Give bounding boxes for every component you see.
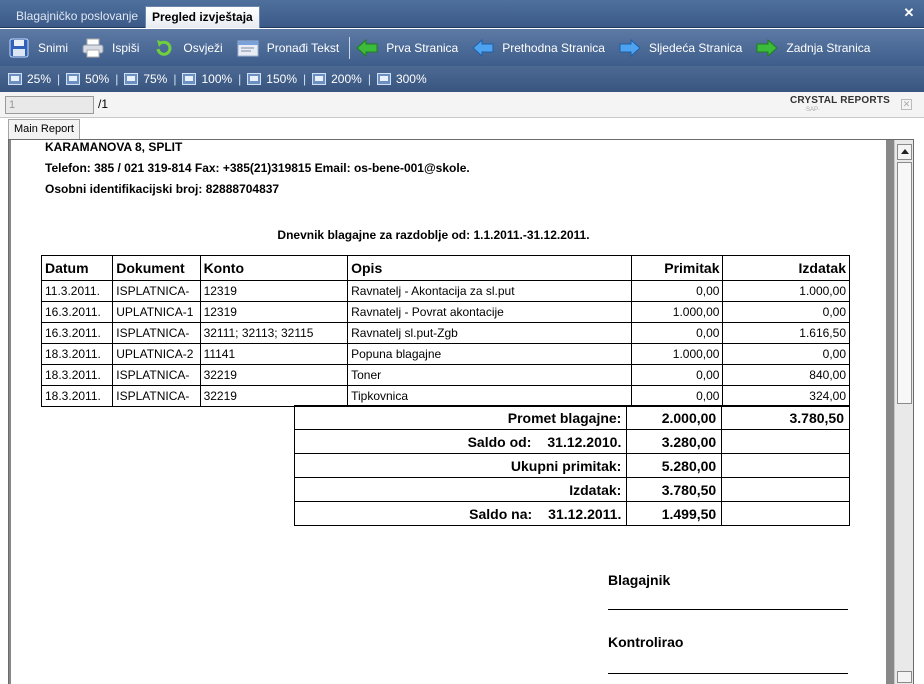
summary-row-saldo-na (295, 502, 850, 526)
table-row (42, 365, 850, 386)
cell-izdatak: 0,00 (723, 344, 850, 365)
controller-signature-label: Kontrolirao (608, 634, 684, 650)
saldo-na-date: 31.12.2011. (548, 505, 622, 522)
previous-page-label: Prethodna Stranica (502, 40, 605, 55)
zoom-separator: | (115, 72, 119, 86)
table-row (42, 281, 850, 302)
promet-primitak: 2.000,00 (627, 406, 722, 430)
ukupni-value: 5.280,00 (627, 454, 722, 478)
zoom-separator: | (173, 72, 177, 86)
refresh-button[interactable] (153, 37, 222, 59)
empty-cell (722, 478, 850, 502)
school-contact: Telefon: 385 / 021 319-814 Fax: +385(21)319815 Email: os-bene-001@skole. (45, 161, 470, 175)
school-address: KARAMANOVA 8, SPLIT (45, 140, 183, 154)
summary-row-saldo-od (295, 430, 850, 454)
cell-dokument: UPLATNICA-2 (113, 344, 200, 365)
cell-izdatak: 0,00 (723, 302, 850, 323)
school-oib: Osobni identifikacijski broj: 82888704837 (45, 182, 280, 196)
find-text-label: Pronađi Tekst (266, 40, 340, 55)
zoom-50-label: 50% (85, 72, 110, 86)
sap-logo: ·SAP· (803, 107, 820, 113)
zoom-150-label: 150% (266, 72, 297, 86)
viewer-nav-bar (0, 92, 924, 118)
printer-icon (82, 37, 104, 59)
cell-dokument: ISPLATNICA- (113, 323, 200, 344)
cashier-signature-line (608, 609, 848, 610)
cell-datum: 18.3.2011. (42, 344, 113, 365)
ukupni-label: Ukupni primitak: (295, 454, 627, 478)
zoom-75-button[interactable] (124, 72, 167, 86)
cell-opis: Toner (348, 365, 632, 386)
next-page-button[interactable] (619, 37, 742, 59)
zoom-separator: | (367, 72, 371, 86)
zoom-200-button[interactable] (312, 72, 362, 86)
zoom-150-button[interactable] (247, 72, 297, 86)
table-header-row (42, 256, 850, 281)
col-header-dokument: Dokument (113, 256, 200, 281)
summary-row-izdatak (295, 478, 850, 502)
zoom-300-button[interactable] (377, 72, 427, 86)
summary-row-ukupni-primitak (295, 454, 850, 478)
close-viewer-icon[interactable]: ✕ (902, 99, 911, 109)
col-header-opis: Opis (348, 256, 632, 281)
cell-dokument: ISPLATNICA- (113, 365, 200, 386)
cell-primitak: 1.000,00 (632, 344, 723, 365)
cell-dokument: ISPLATNICA- (113, 386, 200, 407)
report-toolbar (0, 29, 924, 66)
cell-konto: 32111; 32113; 32115 (200, 323, 348, 344)
report-viewport (8, 139, 914, 684)
zoom-300-label: 300% (395, 72, 427, 86)
zoom-25-label: 25% (27, 72, 52, 86)
cell-konto: 32219 (200, 386, 348, 407)
saldo-od-date: 31.12.2010. (547, 433, 622, 450)
scroll-thumb[interactable] (897, 162, 912, 404)
scroll-up-button[interactable] (897, 144, 912, 160)
page-total: /1 (98, 97, 109, 111)
scroll-down-button[interactable] (897, 671, 912, 683)
cashier-signature-label: Blagajnik (608, 572, 671, 588)
zoom-icon (8, 73, 22, 85)
cell-datum: 11.3.2011. (42, 281, 113, 302)
zoom-icon (312, 73, 326, 85)
zoom-100-button[interactable] (182, 72, 232, 86)
cell-primitak: 0,00 (632, 365, 723, 386)
empty-cell (722, 454, 850, 478)
next-page-label: Sljedeća Stranica (648, 40, 743, 55)
table-row (42, 302, 850, 323)
report-title: Dnevnik blagajne za razdoblje od: 1.1.2011.-31.12.2011. (277, 228, 590, 242)
cell-izdatak: 840,00 (723, 365, 850, 386)
tab-pregled-izvjestaja[interactable]: Pregled izvještaja (145, 6, 260, 28)
cell-izdatak: 1.616,50 (723, 323, 850, 344)
col-header-konto: Konto (200, 256, 348, 281)
arrow-right-green-icon (756, 37, 778, 59)
first-page-button[interactable] (356, 37, 458, 59)
cell-izdatak: 324,00 (723, 386, 850, 407)
zoom-50-button[interactable] (66, 72, 109, 86)
cash-journal-table (41, 255, 850, 407)
report-page (11, 140, 886, 684)
cell-primitak: 0,00 (632, 281, 723, 302)
cell-datum: 16.3.2011. (42, 323, 113, 344)
cell-primitak: 0,00 (632, 386, 723, 407)
zoom-icon (377, 73, 391, 85)
col-header-datum: Datum (42, 256, 113, 281)
zoom-icon (182, 73, 196, 85)
zoom-icon (66, 73, 80, 85)
save-button[interactable] (8, 37, 68, 59)
zoom-separator: | (238, 72, 242, 86)
refresh-label: Osvježi (183, 40, 223, 55)
zoom-200-label: 200% (331, 72, 362, 86)
summary-table (294, 405, 850, 526)
refresh-icon (153, 37, 175, 59)
vertical-scrollbar[interactable] (894, 140, 913, 684)
cell-opis: Ravnatelj - Akontacija za sl.put (348, 281, 632, 302)
cell-dokument: ISPLATNICA- (113, 281, 200, 302)
arrow-left-green-icon (356, 37, 378, 59)
saldo-od-value: 3.280,00 (627, 430, 722, 454)
cell-konto: 32219 (200, 365, 348, 386)
tab-blagajnicko-poslovanje[interactable]: Blagajničko poslovanje (16, 9, 139, 23)
empty-cell (722, 430, 850, 454)
title-bar (0, 0, 924, 28)
print-button[interactable] (82, 37, 139, 59)
saldo-od-label: Saldo od: (467, 433, 532, 450)
zoom-separator: | (57, 72, 61, 86)
cell-opis: Popuna blagajne (348, 344, 632, 365)
arrow-right-blue-icon (619, 37, 641, 59)
cell-dokument: UPLATNICA-1 (113, 302, 200, 323)
table-row (42, 323, 850, 344)
cell-datum: 18.3.2011. (42, 365, 113, 386)
last-page-label: Zadnja Stranica (786, 40, 871, 55)
arrow-left-blue-icon (472, 37, 494, 59)
cell-opis: Ravnatelj sl.put-Zgb (348, 323, 632, 344)
promet-label: Promet blagajne: (295, 406, 627, 430)
saldo-na-label-cell (295, 502, 627, 526)
saldo-na-value: 1.499,50 (627, 502, 722, 526)
zoom-bar (0, 66, 924, 92)
find-text-button[interactable] (237, 37, 340, 59)
find-text-icon (237, 37, 259, 59)
izdatak-label: Izdatak: (295, 478, 627, 502)
izdatak-value: 3.780,50 (627, 478, 722, 502)
controller-signature-line (608, 673, 848, 674)
cell-primitak: 1.000,00 (632, 302, 723, 323)
first-page-label: Prva Stranica (386, 40, 459, 55)
cell-konto: 12319 (200, 281, 348, 302)
close-icon[interactable]: ✕ (903, 5, 915, 20)
zoom-icon (247, 73, 261, 85)
col-header-primitak: Primitak (632, 256, 723, 281)
zoom-icon (124, 73, 138, 85)
summary-row-promet (295, 406, 850, 430)
cell-datum: 18.3.2011. (42, 386, 113, 407)
zoom-75-label: 75% (143, 72, 168, 86)
empty-cell (722, 502, 850, 526)
previous-page-button[interactable] (472, 37, 605, 59)
save-label: Snimi (38, 40, 69, 55)
zoom-25-button[interactable] (8, 72, 51, 86)
toolbar-separator (349, 37, 350, 59)
saldo-od-label-cell (295, 430, 627, 454)
promet-izdatak: 3.780,50 (722, 406, 850, 430)
cell-konto: 12319 (200, 302, 348, 323)
cell-primitak: 0,00 (632, 323, 723, 344)
table-row (42, 344, 850, 365)
zoom-separator: | (303, 72, 307, 86)
cell-opis: Ravnatelj - Povrat akontacije (348, 302, 632, 323)
crystal-reports-logo: CRYSTAL REPORTS (789, 95, 890, 106)
cell-opis: Tipkovnica (348, 386, 632, 407)
floppy-disk-icon (8, 37, 30, 59)
cell-konto: 11141 (200, 344, 348, 365)
print-label: Ispiši (112, 40, 140, 55)
zoom-100-label: 100% (201, 72, 233, 86)
table-row (42, 386, 850, 407)
cell-izdatak: 1.000,00 (723, 281, 850, 302)
saldo-na-label: Saldo na: (469, 505, 533, 522)
col-header-izdatak: Izdatak (723, 256, 850, 281)
cell-datum: 16.3.2011. (42, 302, 113, 323)
page-number-input[interactable]: 1 (5, 96, 94, 114)
last-page-button[interactable] (756, 37, 870, 59)
tab-main-report[interactable]: Main Report (8, 119, 80, 139)
